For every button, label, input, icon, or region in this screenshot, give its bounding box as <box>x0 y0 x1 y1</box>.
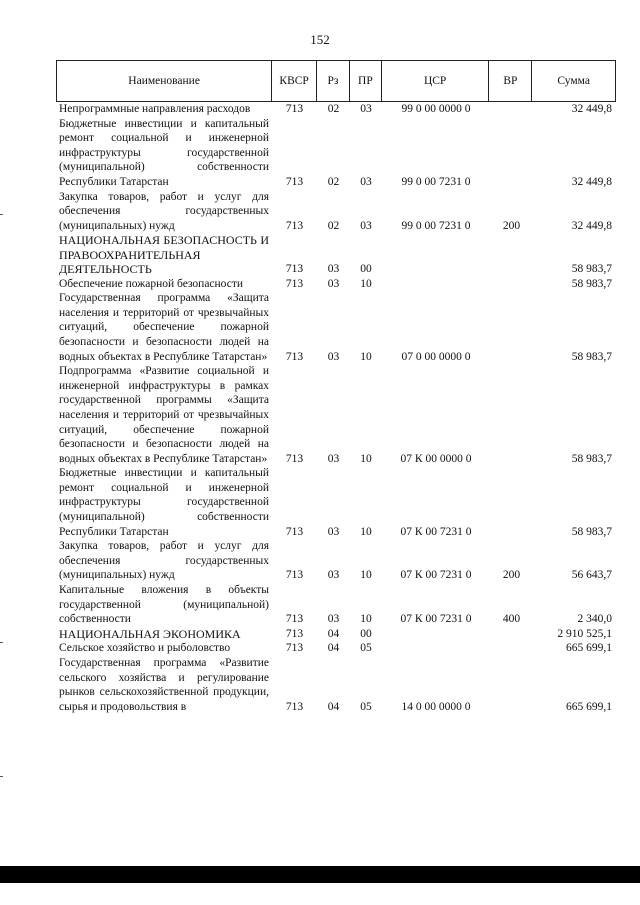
row-name: Закупка товаров, работ и услуг для обеспечения государственных (муниципальных) нужд <box>59 540 269 582</box>
row-name: Обеспечение пожарной безопасности <box>59 277 244 290</box>
table-row <box>56 102 616 117</box>
row-name: Непрограммные направления расходов <box>59 103 251 115</box>
header-name: Наименование <box>57 61 272 101</box>
table-row <box>56 117 616 190</box>
row-csr: 14 0 00 0000 0 <box>401 700 471 713</box>
row-sum: 58 983,7 <box>571 350 612 363</box>
row-kvsr: 713 <box>285 452 304 465</box>
row-rz: 04 <box>327 700 340 713</box>
row-csr: 07 К 00 7231 0 <box>400 613 472 626</box>
row-name: Государственная программа «Защита населения и территорий от чрезвычайных ситуаций, обеспечение пожарной безопасности и безопасности людей на водных объектах в Республике Татарстан» <box>59 292 269 363</box>
scan-margin-mark <box>0 776 3 777</box>
row-name: Бюджетные инвестиции и капитальный ремонт социальной и инженерной инфраструктуры государственной (муниципальной) собственности Республики Татарстан <box>59 467 269 538</box>
row-pr: 10 <box>360 277 372 290</box>
row-csr: 99 0 00 7231 0 <box>401 175 471 188</box>
row-rz: 03 <box>327 262 340 275</box>
table-row <box>56 656 616 714</box>
row-rz: 03 <box>327 525 340 538</box>
row-sum: 58 983,7 <box>571 277 612 290</box>
table-row <box>56 466 616 539</box>
budget-table <box>56 60 616 714</box>
row-rz: 04 <box>327 627 340 640</box>
row-pr: 00 <box>360 262 372 275</box>
scan-bottom-bar <box>0 866 640 883</box>
header-rz: Рз <box>317 61 350 101</box>
row-rz: 02 <box>327 219 340 232</box>
row-name: Закупка товаров, работ и услуг для обеспечения государственных (муниципальных) нужд <box>59 190 269 232</box>
row-kvsr: 713 <box>285 525 304 538</box>
row-csr: 07 К 00 0000 0 <box>400 452 472 465</box>
row-kvsr: 713 <box>285 103 304 115</box>
row-pr: 05 <box>360 642 372 655</box>
row-sum: 32 449,8 <box>571 175 612 188</box>
row-pr: 03 <box>360 175 372 188</box>
row-pr: 10 <box>360 613 372 626</box>
row-rz: 04 <box>327 642 340 655</box>
row-sum: 665 699,1 <box>566 700 612 713</box>
table-row <box>56 190 616 234</box>
row-name: Подпрограмма «Развитие социальной и инженерной инфраструктуры в рамках государственной программы «Защита населения и территорий от чрезвычайных ситуаций, обеспечение пожарной безопасности и безопасности людей на водных объектах в Республике Татарстан» <box>59 365 269 465</box>
row-sum: 665 699,1 <box>566 642 612 655</box>
row-sum: 32 449,8 <box>571 103 612 115</box>
row-kvsr: 713 <box>285 350 304 363</box>
row-sum: 58 983,7 <box>571 262 612 275</box>
row-name: НАЦИОНАЛЬНАЯ БЕЗОПАСНОСТЬ И ПРАВООХРАНИТЕЛЬНАЯ ДЕЯТЕЛЬНОСТЬ <box>59 233 269 277</box>
row-pr: 10 <box>360 525 372 538</box>
header-kvsr: КВСР <box>272 61 317 101</box>
row-pr: 10 <box>360 452 372 465</box>
table-row <box>56 583 616 627</box>
row-name: Капитальные вложения в объекты государственной (муниципальной) собственности <box>59 584 269 626</box>
row-pr: 10 <box>360 569 372 582</box>
table-row <box>56 291 616 364</box>
table-row <box>56 641 616 656</box>
row-sum: 58 983,7 <box>571 452 612 465</box>
row-kvsr: 713 <box>285 613 304 626</box>
row-name: Сельское хозяйство и рыболовство <box>59 642 231 655</box>
row-vr: 200 <box>502 219 521 232</box>
row-csr: 07 К 00 7231 0 <box>400 569 472 582</box>
row-kvsr: 713 <box>285 277 304 290</box>
row-rz: 03 <box>327 452 340 465</box>
table-row <box>56 627 616 642</box>
row-sum: 56 643,7 <box>571 569 612 582</box>
header-pr: ПР <box>350 61 382 101</box>
row-sum: 58 983,7 <box>571 525 612 538</box>
row-pr: 03 <box>360 219 372 232</box>
row-name: НАЦИОНАЛЬНАЯ ЭКОНОМИКА <box>59 627 241 641</box>
row-csr: 07 К 00 7231 0 <box>400 525 472 538</box>
row-name: Государственная программа «Развитие сельского хозяйства и регулирование рынков сельскохозяйственной продукции, сырья и продовольствия в <box>59 657 269 713</box>
row-csr: 99 0 00 0000 0 <box>401 103 471 115</box>
row-vr: 200 <box>502 569 521 582</box>
scan-margin-mark <box>0 214 3 215</box>
row-kvsr: 713 <box>285 262 304 275</box>
table-row <box>56 364 616 466</box>
row-kvsr: 713 <box>285 219 304 232</box>
row-rz: 02 <box>327 175 340 188</box>
row-rz: 03 <box>327 613 340 626</box>
header-sum: Сумма <box>557 75 590 87</box>
table-header <box>56 60 616 102</box>
row-pr: 10 <box>360 350 372 363</box>
row-kvsr: 713 <box>285 627 304 640</box>
header-vr: ВР <box>489 61 532 101</box>
row-rz: 03 <box>327 350 340 363</box>
row-pr: 03 <box>360 103 372 115</box>
header-csr: ЦСР <box>382 61 490 101</box>
row-sum: 32 449,8 <box>571 219 612 232</box>
table-row <box>56 233 616 276</box>
row-vr: 400 <box>502 613 521 626</box>
row-kvsr: 713 <box>285 175 304 188</box>
row-rz: 02 <box>327 103 340 115</box>
row-rz: 03 <box>327 569 340 582</box>
row-csr: 99 0 00 7231 0 <box>401 219 471 232</box>
row-kvsr: 713 <box>285 642 304 655</box>
row-rz: 03 <box>327 277 340 290</box>
table-row <box>56 277 616 292</box>
table-row <box>56 539 616 583</box>
scan-margin-mark <box>0 642 3 643</box>
row-kvsr: 713 <box>285 569 304 582</box>
row-sum: 2 910 525,1 <box>557 627 612 640</box>
row-pr: 00 <box>360 627 372 640</box>
page-number: 152 <box>310 32 330 47</box>
row-sum: 2 340,0 <box>577 613 612 626</box>
row-csr: 07 0 00 0000 0 <box>401 350 471 363</box>
row-pr: 05 <box>360 700 372 713</box>
row-name: Бюджетные инвестиции и капитальный ремонт социальной и инженерной инфраструктуры государственной (муниципальной) собственности Республики Татарстан <box>59 117 269 188</box>
row-kvsr: 713 <box>285 700 304 713</box>
